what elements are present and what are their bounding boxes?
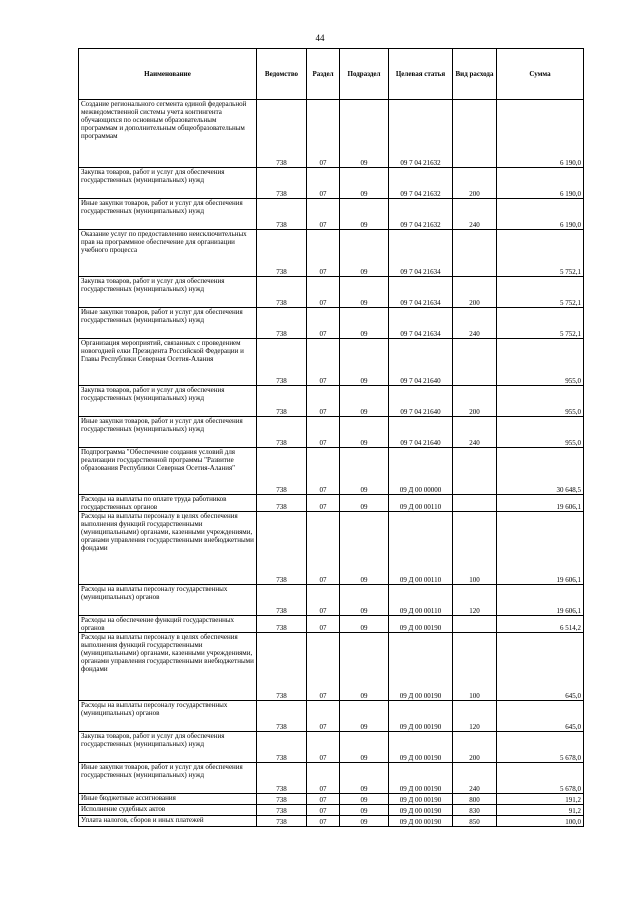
- table-row: [79, 308, 584, 339]
- row-department: 738: [257, 199, 307, 230]
- row-section: 07: [307, 495, 340, 512]
- row-expense-type: 800: [453, 794, 497, 805]
- row-target-article: 09 Д 00 00110: [389, 495, 453, 512]
- row-name: Иные бюджетные ассигнования: [79, 794, 257, 805]
- row-name: Иные закупки товаров, работ и услуг для обеспечения государственных (муниципальных) нужд: [79, 763, 257, 794]
- page-number: 44: [315, 33, 325, 43]
- row-expense-type: 200: [453, 386, 497, 417]
- row-target-article: 09 7 04 21632: [389, 199, 453, 230]
- row-name: Расходы на выплаты персоналу государственных (муниципальных) органов: [79, 585, 257, 616]
- row-name: Уплата налогов, сборов и иных платежей: [79, 816, 257, 827]
- row-section: 07: [307, 417, 340, 448]
- row-amount: 5 752,1: [497, 277, 584, 308]
- row-amount: 191,2: [497, 794, 584, 805]
- row-subsection: 09: [340, 495, 389, 512]
- row-target-article: 09 7 04 21640: [389, 339, 453, 386]
- row-target-article: 09 Д 00 00190: [389, 701, 453, 732]
- row-name: Иные закупки товаров, работ и услуг для обеспечения государственных (муниципальных) нужд: [79, 308, 257, 339]
- row-expense-type: 240: [453, 199, 497, 230]
- row-target-article: 09 7 04 21634: [389, 277, 453, 308]
- row-name: Иные закупки товаров, работ и услуг для обеспечения государственных (муниципальных) нужд: [79, 417, 257, 448]
- row-subsection: 09: [340, 168, 389, 199]
- row-section: 07: [307, 308, 340, 339]
- row-expense-type: 830: [453, 805, 497, 816]
- row-section: 07: [307, 100, 340, 168]
- table-header-row: [79, 49, 584, 100]
- row-subsection: 09: [340, 585, 389, 616]
- row-amount: 5 678,0: [497, 732, 584, 763]
- row-amount: 6 190,0: [497, 168, 584, 199]
- table-row: [79, 816, 584, 827]
- table-row: [79, 277, 584, 308]
- table-row: [79, 763, 584, 794]
- row-amount: 19 606,1: [497, 495, 584, 512]
- row-section: 07: [307, 701, 340, 732]
- row-subsection: 09: [340, 100, 389, 168]
- row-subsection: 09: [340, 732, 389, 763]
- row-subsection: 09: [340, 308, 389, 339]
- table-row: [79, 512, 584, 585]
- row-target-article: 09 Д 00 00110: [389, 585, 453, 616]
- row-expense-type: 240: [453, 417, 497, 448]
- row-section: 07: [307, 794, 340, 805]
- table-body: [79, 100, 584, 827]
- row-department: 738: [257, 794, 307, 805]
- row-expense-type: [453, 495, 497, 512]
- row-subsection: 09: [340, 417, 389, 448]
- row-section: 07: [307, 763, 340, 794]
- row-amount: 100,0: [497, 816, 584, 827]
- row-subsection: 09: [340, 448, 389, 495]
- table-row: [79, 495, 584, 512]
- row-target-article: 09 7 04 21640: [389, 417, 453, 448]
- row-section: 07: [307, 230, 340, 277]
- row-section: 07: [307, 277, 340, 308]
- row-section: 07: [307, 732, 340, 763]
- row-department: 738: [257, 448, 307, 495]
- row-department: 738: [257, 805, 307, 816]
- row-name: Подпрограмма "Обеспечение создания условий для реализации государственной программы "Развитие образования Республики Северная Осетия-Алания": [79, 448, 257, 495]
- row-amount: 5 678,0: [497, 763, 584, 794]
- table-row: [79, 339, 584, 386]
- row-subsection: 09: [340, 794, 389, 805]
- row-expense-type: 120: [453, 585, 497, 616]
- row-subsection: 09: [340, 701, 389, 732]
- row-subsection: 09: [340, 805, 389, 816]
- row-department: 738: [257, 277, 307, 308]
- row-department: 738: [257, 168, 307, 199]
- row-target-article: 09 7 04 21634: [389, 308, 453, 339]
- row-amount: 5 752,1: [497, 308, 584, 339]
- row-amount: 645,0: [497, 701, 584, 732]
- header-section: Раздел: [307, 49, 340, 100]
- table-row: [79, 100, 584, 168]
- row-subsection: 09: [340, 763, 389, 794]
- row-section: 07: [307, 633, 340, 701]
- table-row: [79, 168, 584, 199]
- row-subsection: 09: [340, 633, 389, 701]
- row-department: 738: [257, 308, 307, 339]
- row-subsection: 09: [340, 616, 389, 633]
- row-amount: 955,0: [497, 386, 584, 417]
- row-amount: 19 606,1: [497, 585, 584, 616]
- row-department: 738: [257, 100, 307, 168]
- row-target-article: 09 Д 00 00190: [389, 633, 453, 701]
- row-department: 738: [257, 386, 307, 417]
- row-section: 07: [307, 585, 340, 616]
- table-row: [79, 585, 584, 616]
- header-department: Ведомство: [257, 49, 307, 100]
- budget-table: [78, 48, 584, 827]
- row-target-article: 09 Д 00 00190: [389, 816, 453, 827]
- row-expense-type: 120: [453, 701, 497, 732]
- row-target-article: 09 Д 00 00190: [389, 732, 453, 763]
- row-department: 738: [257, 339, 307, 386]
- row-expense-type: [453, 339, 497, 386]
- row-name: Иные закупки товаров, работ и услуг для обеспечения государственных (муниципальных) нужд: [79, 199, 257, 230]
- row-amount: 955,0: [497, 417, 584, 448]
- row-amount: 91,2: [497, 805, 584, 816]
- row-target-article: 09 Д 00 00110: [389, 512, 453, 585]
- row-section: 07: [307, 805, 340, 816]
- row-subsection: 09: [340, 277, 389, 308]
- row-expense-type: 240: [453, 763, 497, 794]
- table-row: [79, 199, 584, 230]
- row-department: 738: [257, 585, 307, 616]
- row-name: Закупка товаров, работ и услуг для обеспечения государственных (муниципальных) нужд: [79, 168, 257, 199]
- row-department: 738: [257, 633, 307, 701]
- row-expense-type: 100: [453, 512, 497, 585]
- row-department: 738: [257, 417, 307, 448]
- row-name: Закупка товаров, работ и услуг для обеспечения государственных (муниципальных) нужд: [79, 277, 257, 308]
- row-name: Закупка товаров, работ и услуг для обеспечения государственных (муниципальных) нужд: [79, 386, 257, 417]
- row-section: 07: [307, 448, 340, 495]
- row-amount: 19 606,1: [497, 512, 584, 585]
- row-target-article: 09 7 04 21632: [389, 168, 453, 199]
- row-name: Расходы на выплаты персоналу в целях обеспечения выполнения функций государственными (муниципальными) органами, казенными учреждениями, органами управления государственными внебюджетными фондами: [79, 512, 257, 585]
- row-section: 07: [307, 339, 340, 386]
- row-subsection: 09: [340, 199, 389, 230]
- row-amount: 6 190,0: [497, 199, 584, 230]
- row-target-article: 09 Д 00 00190: [389, 794, 453, 805]
- row-expense-type: [453, 100, 497, 168]
- row-expense-type: 200: [453, 732, 497, 763]
- row-amount: 30 648,5: [497, 448, 584, 495]
- table-row: [79, 805, 584, 816]
- row-department: 738: [257, 512, 307, 585]
- table-row: [79, 417, 584, 448]
- row-subsection: 09: [340, 512, 389, 585]
- row-name: Закупка товаров, работ и услуг для обеспечения государственных (муниципальных) нужд: [79, 732, 257, 763]
- row-amount: 6 514,2: [497, 616, 584, 633]
- table-row: [79, 448, 584, 495]
- row-expense-type: 240: [453, 308, 497, 339]
- row-amount: 5 752,1: [497, 230, 584, 277]
- row-expense-type: 200: [453, 168, 497, 199]
- header-subsection: Подраздел: [340, 49, 389, 100]
- row-section: 07: [307, 816, 340, 827]
- row-department: 738: [257, 701, 307, 732]
- row-section: 07: [307, 199, 340, 230]
- row-name: Расходы на выплаты по оплате труда работников государственных органов: [79, 495, 257, 512]
- row-department: 738: [257, 732, 307, 763]
- row-name: Исполнение судебных актов: [79, 805, 257, 816]
- row-target-article: 09 Д 00 00190: [389, 805, 453, 816]
- row-department: 738: [257, 816, 307, 827]
- row-amount: 645,0: [497, 633, 584, 701]
- table-row: [79, 732, 584, 763]
- row-subsection: 09: [340, 816, 389, 827]
- row-department: 738: [257, 495, 307, 512]
- row-department: 738: [257, 616, 307, 633]
- table-row: [79, 230, 584, 277]
- row-expense-type: [453, 448, 497, 495]
- row-expense-type: 850: [453, 816, 497, 827]
- row-name: Расходы на выплаты персоналу в целях обеспечения выполнения функций государственными (муниципальными) органами, казенными учреждениями, органами управления государственными внебюджетными фондами: [79, 633, 257, 701]
- row-name: Создание регионального сегмента единой федеральной межведомственной системы учета контингента обучающихся по основным образовательным программам и дополнительным общеобразовательным программам: [79, 100, 257, 168]
- row-target-article: 09 Д 00 00000: [389, 448, 453, 495]
- row-department: 738: [257, 763, 307, 794]
- row-name: Расходы на выплаты персоналу государственных (муниципальных) органов: [79, 701, 257, 732]
- row-section: 07: [307, 512, 340, 585]
- row-expense-type: [453, 616, 497, 633]
- row-name: Оказание услуг по предоставлению неисключительных прав на программное обеспечение для организации учебного процесса: [79, 230, 257, 277]
- row-expense-type: [453, 230, 497, 277]
- row-amount: 6 190,0: [497, 100, 584, 168]
- header-name: Наименование: [79, 49, 257, 100]
- row-target-article: 09 7 04 21632: [389, 100, 453, 168]
- row-section: 07: [307, 616, 340, 633]
- row-department: 738: [257, 230, 307, 277]
- row-section: 07: [307, 386, 340, 417]
- header-target-article: Целевая статья: [389, 49, 453, 100]
- row-subsection: 09: [340, 230, 389, 277]
- row-target-article: 09 Д 00 00190: [389, 616, 453, 633]
- row-expense-type: 200: [453, 277, 497, 308]
- table-row: [79, 616, 584, 633]
- row-subsection: 09: [340, 339, 389, 386]
- row-name: Расходы на обеспечение функций государственных органов: [79, 616, 257, 633]
- row-target-article: 09 7 04 21634: [389, 230, 453, 277]
- row-amount: 955,0: [497, 339, 584, 386]
- row-target-article: 09 Д 00 00190: [389, 763, 453, 794]
- header-amount: Сумма: [497, 49, 584, 100]
- row-name: Организация мероприятий, связанных с проведением новогодней елки Президента Российской Федерации и Главы Республики Северная Осетия-Алания: [79, 339, 257, 386]
- table-row: [79, 794, 584, 805]
- row-target-article: 09 7 04 21640: [389, 386, 453, 417]
- table-row: [79, 633, 584, 701]
- row-expense-type: 100: [453, 633, 497, 701]
- row-section: 07: [307, 168, 340, 199]
- table-row: [79, 386, 584, 417]
- table-row: [79, 701, 584, 732]
- header-expense-type: Вид расхода: [453, 49, 497, 100]
- row-subsection: 09: [340, 386, 389, 417]
